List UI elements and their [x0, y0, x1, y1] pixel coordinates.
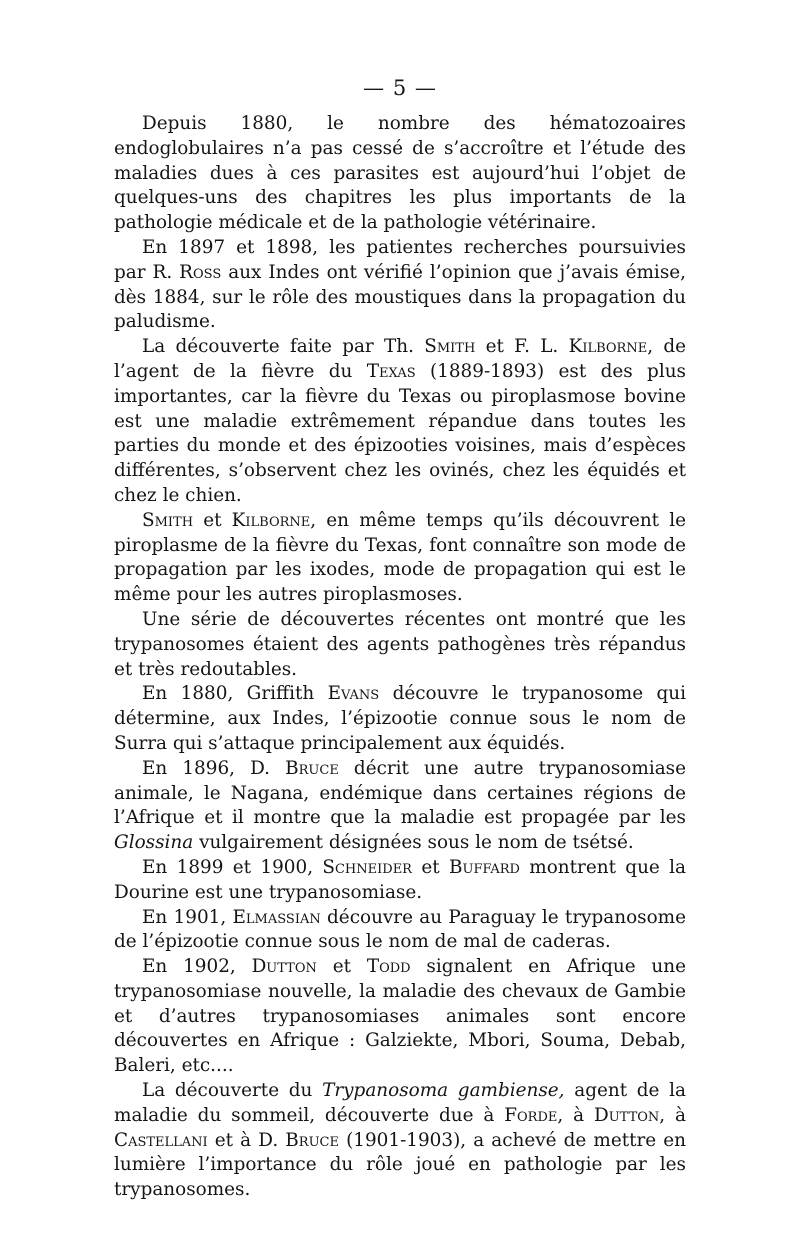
author-name: Kilborne	[568, 336, 648, 358]
text-run: , en même temps qu’ils découvrent le piroplasme de la fièvre du Texas, font connaître son mode de propagation par les ixodes, mode de propagation qui est le même pour les autres piroplasmoses.	[114, 509, 687, 606]
author-name: Kilborne	[231, 509, 311, 531]
paragraph	[114, 1079, 686, 1203]
text-run: La découverte faite par Th.	[142, 336, 425, 358]
body-text	[114, 112, 686, 1203]
text-run: montrent que la Dourine est une trypanosomiase.	[114, 856, 686, 903]
author-name: Schneider	[322, 856, 412, 878]
italic-term: Trypanosoma gambiense,	[322, 1080, 565, 1102]
text-run: agent de la maladie du sommeil, découverte due à	[114, 1080, 686, 1126]
paragraph	[114, 236, 686, 335]
text-run: En 1897 et 1898, les patientes recherches poursuivies par R.	[114, 236, 686, 283]
text-run: , de l’agent de la fièvre du	[114, 336, 686, 382]
author-name: Ross	[179, 261, 222, 283]
text-run: et	[411, 856, 449, 878]
text-run: découvre au Paraguay le trypanosome de l’épizootie connue sous le nom de mal de caderas.	[114, 906, 686, 953]
paragraph	[114, 906, 686, 956]
text-run: La découverte du	[142, 1080, 323, 1102]
author-name: Texas	[366, 360, 416, 382]
paragraph	[114, 955, 686, 1079]
paragraph	[114, 335, 686, 509]
text-run: et F. L.	[475, 336, 569, 358]
author-name: Dutton	[251, 956, 317, 978]
paragraph	[114, 682, 686, 756]
text-run: décrit une autre trypanosomiase animale, le Nagana, endémique dans certaines régions de l’Afrique et il montre que la maladie est propagée par les	[114, 757, 686, 829]
author-name: Evans	[327, 683, 380, 705]
author-name: Todd	[366, 956, 411, 978]
paragraph	[114, 509, 686, 608]
paragraph	[114, 856, 686, 906]
author-name: Buffard	[448, 856, 520, 878]
text-run: (1901-1903), a achevé de mettre en lumière l’importance du rôle joué en pathologie par les trypanosomes.	[114, 1129, 686, 1201]
paragraph	[114, 757, 686, 856]
text-run: découvre le trypanosome qui détermine, aux Indes, l’épizootie connue sous le nom de Surra qui s’attaque principalement aux équidés.	[114, 683, 686, 754]
author-name: Elmassian	[232, 906, 321, 928]
text-run: et à D.	[207, 1129, 286, 1151]
text-run: aux Indes ont vérifié l’opinion que j’avais émise, dès 1884, sur le rôle des moustiques dans la propagation du paludisme.	[114, 261, 686, 333]
text-run: En 1901,	[142, 906, 233, 928]
text-run: En 1899 et 1900,	[142, 856, 323, 878]
page-number: — 5 —	[363, 76, 437, 100]
text-run: , à	[659, 1104, 686, 1126]
text-run: , à	[557, 1104, 594, 1126]
author-name: Smith	[424, 336, 476, 358]
text-run: En 1896, D.	[142, 757, 286, 779]
author-name: Castellani	[114, 1129, 208, 1151]
text-run: vulgairement désignées sous le nom de tsétsé.	[193, 832, 634, 854]
text-run: En 1902,	[142, 956, 252, 978]
author-name: Dutton	[593, 1104, 660, 1126]
text-run: En 1880, Griffith	[142, 683, 328, 705]
text-run: (1889-1893) est des plus importantes, car la fièvre du Texas ou piroplasmose bovine est une maladie extrêmement répandue dans toutes les parties du monde et des épizooties voisines, mais d’espèces différentes, s’observent chez les ovinés, chez les équidés et chez le chien.	[114, 360, 686, 506]
author-name: Bruce	[285, 757, 339, 779]
author-name: Forde	[504, 1104, 558, 1126]
text-run: Une série de découvertes récentes ont montré que les trypanosomes étaient des agents pathogènes très répandus et très redoutables.	[114, 608, 686, 680]
text-run: et	[316, 956, 367, 978]
text-run: et	[193, 509, 232, 531]
italic-term: Glossina	[114, 832, 194, 854]
author-name: Bruce	[285, 1129, 339, 1151]
author-name: Smith	[142, 509, 194, 531]
text-run: signalent en Afrique une trypanosomiase nouvelle, la maladie des chevaux de Gambie et d’autres trypanosomiases animales sont encore découvertes en Afrique : Galziekte, Mbori, Souma, Debab, Baleri, etc....	[114, 956, 686, 1077]
text-run: Depuis 1880, le nombre des hématozoaires endoglobulaires n’a pas cessé de s’accroître et l’étude des maladies dues à ces parasites est aujourd’hui l’objet de quelques-uns des chapitres les plus importants de la pathologie médicale et de la pathologie vétérinaire.	[114, 113, 686, 234]
paragraph	[114, 112, 686, 236]
paragraph	[114, 608, 686, 682]
